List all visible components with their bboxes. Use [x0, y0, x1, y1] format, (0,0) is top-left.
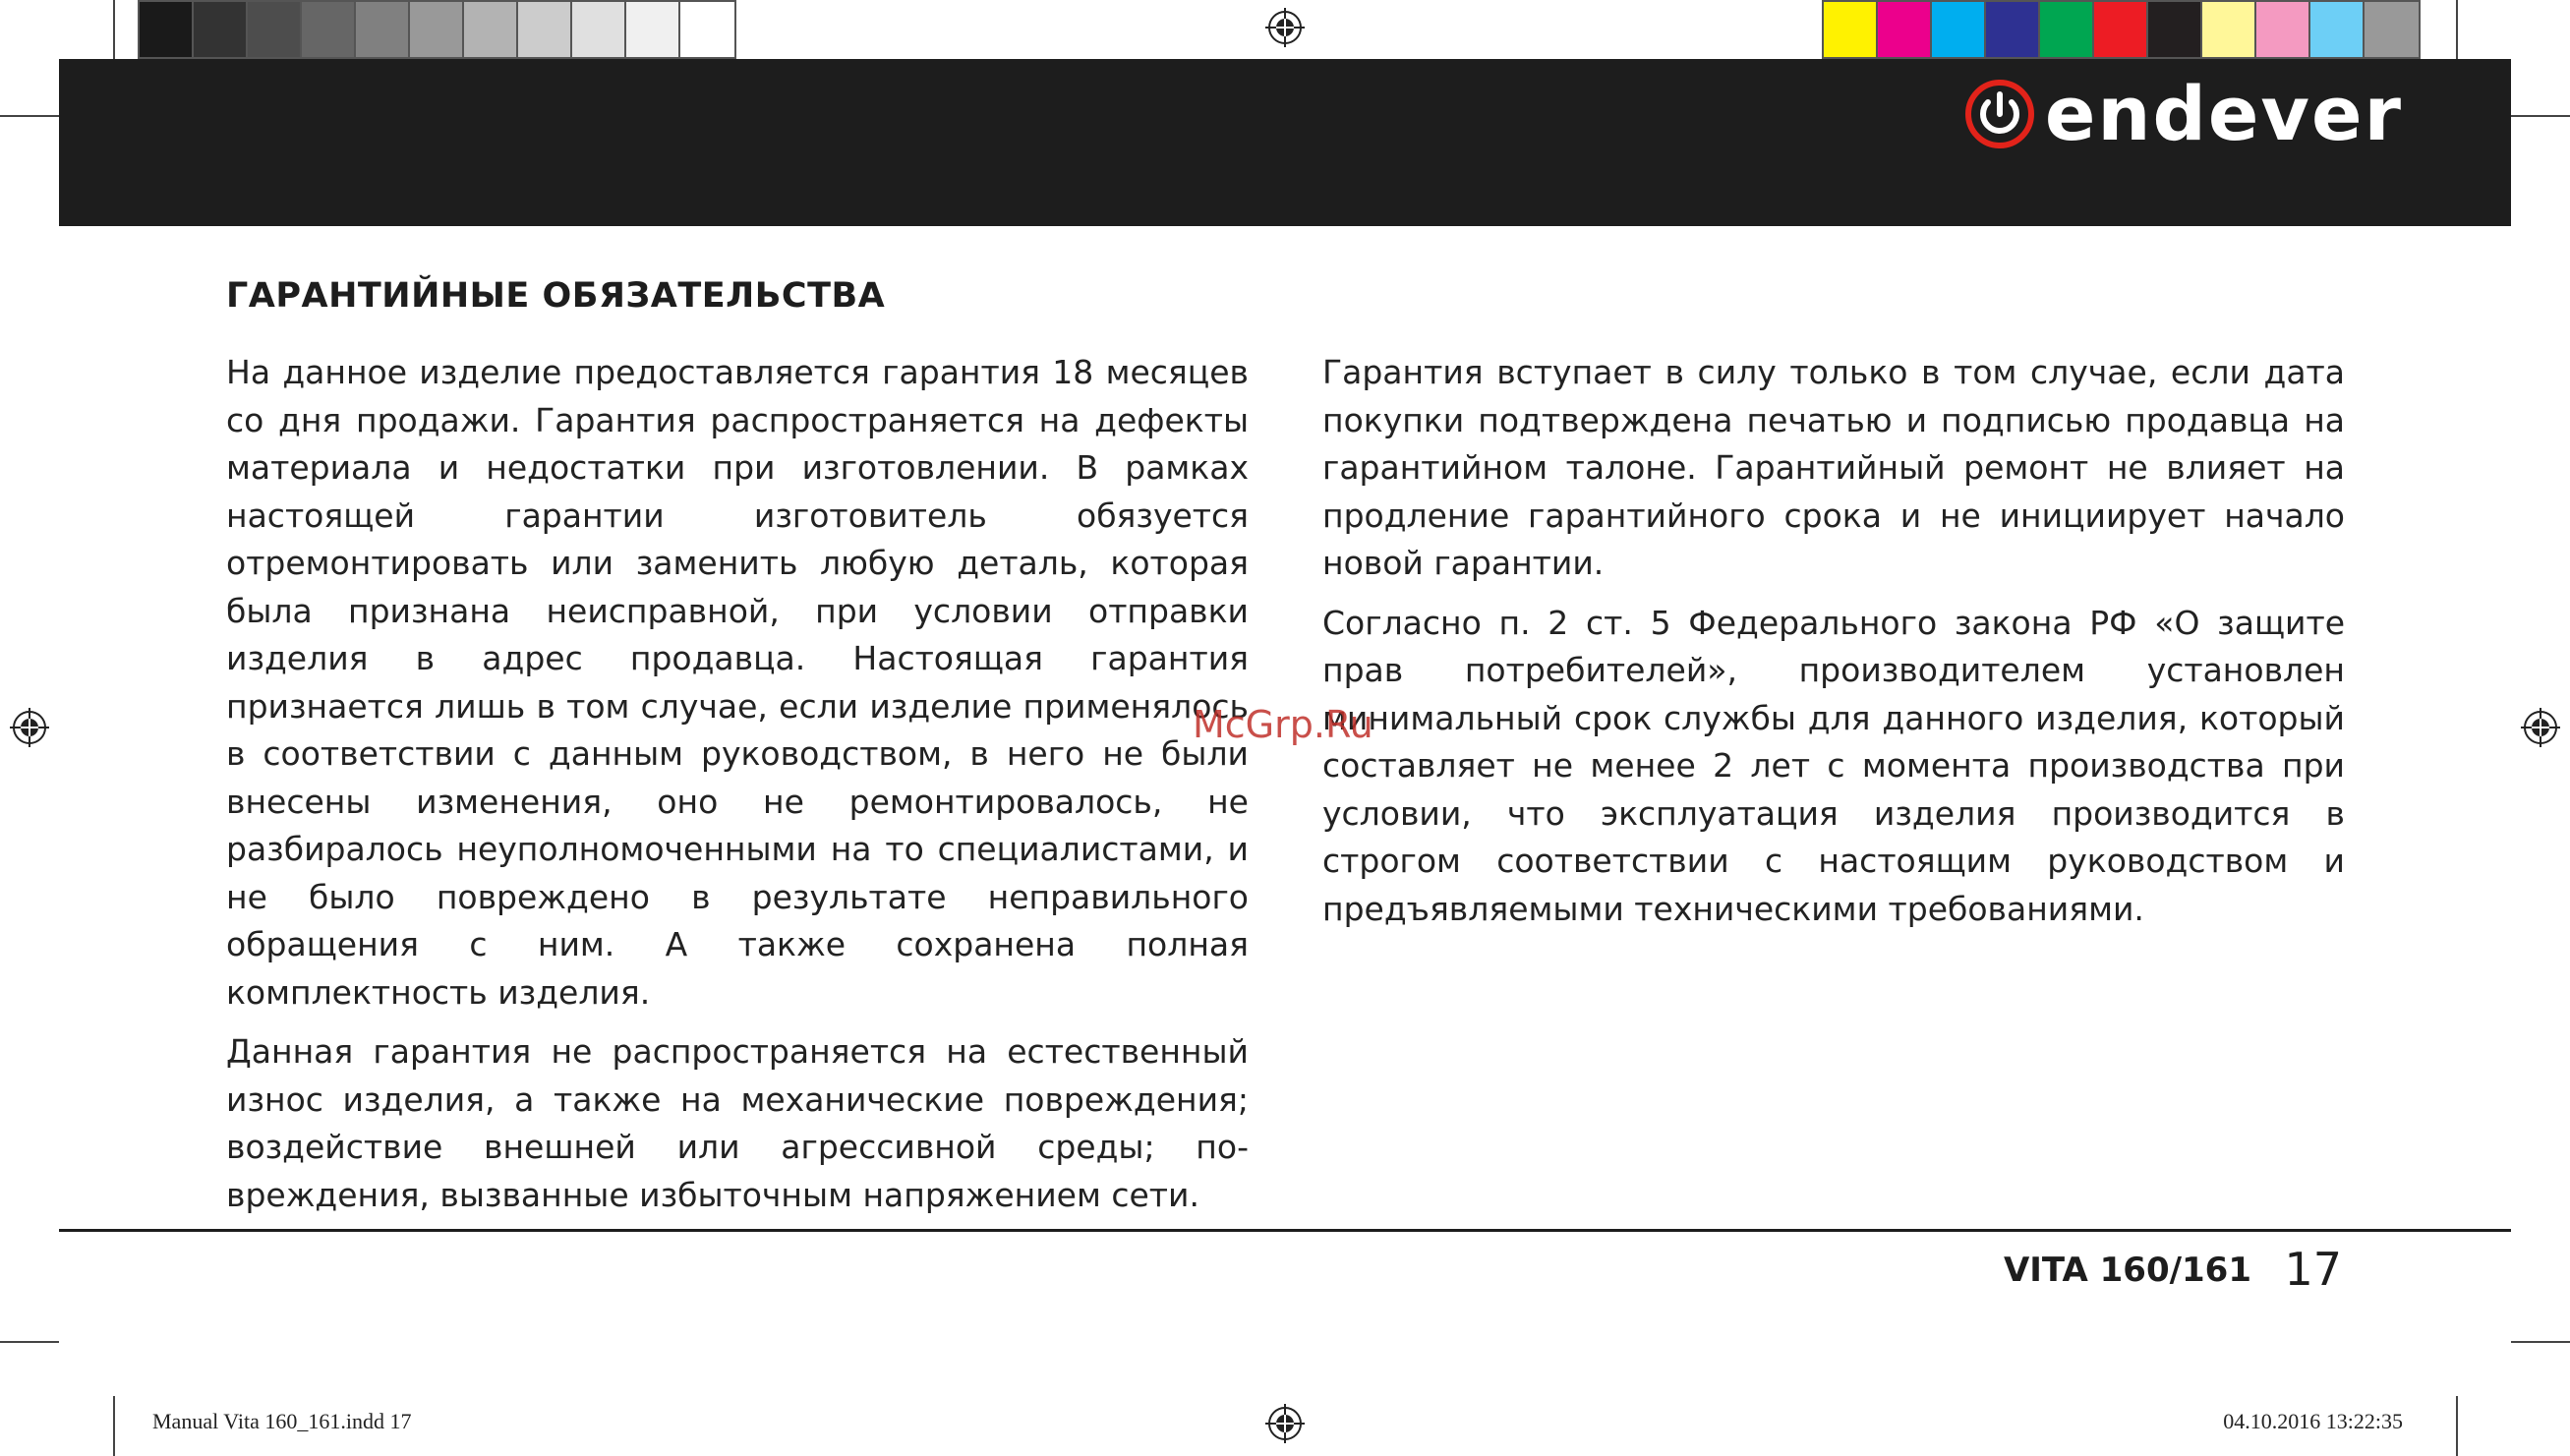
color-swatch — [1932, 2, 1986, 57]
page-title: ГАРАНТИЙНЫЕ ОБЯЗАТЕЛЬСТВА — [226, 276, 886, 316]
color-swatch — [2148, 2, 2202, 57]
color-swatch — [194, 2, 248, 57]
gray-swatch-bar — [138, 0, 736, 59]
brand-wordmark: endever — [2044, 70, 2403, 157]
color-swatch — [140, 2, 194, 57]
right-column — [1322, 349, 2345, 945]
page-number: 17 — [2284, 1243, 2342, 1296]
footer-rule — [59, 1229, 2511, 1232]
paragraph: На данное изделие предоставляется гарантия 18 месяцев со дня продажи. Гарантия распространяется на дефекты материала и недостатки при изготовлении. В рамках настоящей гарантии изготовитель обязуется отремонтировать или заменить любую деталь, которая была признана неисправной, при условии отправки изделия в адрес продавца. Настоящая гарантия признается лишь в том случае, если изделие применялось в соответствии с данным руководством, в него не были внесены изменения, оно не ремонтировалось, не разбиралось неуполномоченными на то специалистами, и не было повреждено в результате неправильного обращения с ним. А также сохранена полная комплектность изделия. — [226, 353, 1249, 1012]
color-swatch — [2365, 2, 2419, 57]
color-swatch — [1986, 2, 2040, 57]
watermark: McGrp.Ru — [1193, 703, 1373, 746]
registration-mark-icon — [1265, 1404, 1305, 1443]
color-swatch — [302, 2, 356, 57]
color-swatch — [356, 2, 410, 57]
color-swatch — [2094, 2, 2148, 57]
color-swatch-bar — [1822, 0, 2421, 59]
registration-mark-icon — [10, 708, 49, 747]
crop-mark — [0, 115, 59, 117]
color-swatch — [626, 2, 680, 57]
paragraph: Согласно п. 2 ст. 5 Федерального закона РФ «О защите прав потребителей», производителем установлен минимальный срок службы для данного изделия, который составляет не менее 2 лет с момента производства при условии, что эксплуатация изделия производится в строгом соответствии с настоящим руководством и предъявляемыми техническими требованиями. — [1322, 603, 2345, 928]
color-swatch — [464, 2, 518, 57]
crop-mark — [2511, 115, 2570, 117]
crop-mark — [113, 1396, 115, 1456]
paragraph: Данная гарантия не распространяется на естественный износ изделия, а также на механические повреждения; воздействие внешней или агрессивной среды; повреждения, вызванные избыточным напряжением сети. — [226, 1032, 1249, 1214]
color-swatch — [2310, 2, 2365, 57]
color-swatch — [1878, 2, 1932, 57]
paragraph: Гарантия вступает в силу только в том случае, если дата покупки подтверждена печатью и подписью продавца на гарантийном талоне. Гарантийный ремонт не влияет на продление гарантийного срока и не инициирует начало новой гарантии. — [1322, 353, 2345, 582]
color-swatch — [2202, 2, 2256, 57]
crop-mark — [2456, 0, 2458, 59]
color-swatch — [2040, 2, 2094, 57]
left-column — [226, 349, 1249, 1231]
crop-mark — [113, 0, 115, 59]
color-swatch — [2256, 2, 2310, 57]
color-swatch — [572, 2, 626, 57]
slug-filename: Manual Vita 160_161.indd 17 — [152, 1409, 412, 1433]
crop-mark — [2456, 1396, 2458, 1456]
color-swatch — [680, 2, 734, 57]
crop-mark — [0, 1341, 59, 1343]
registration-mark-icon — [2521, 708, 2560, 747]
color-swatch — [248, 2, 302, 57]
power-icon — [1964, 79, 2035, 149]
color-swatch — [518, 2, 572, 57]
slug-timestamp: 04.10.2016 13:22:35 — [2223, 1409, 2403, 1433]
color-swatch — [410, 2, 464, 57]
crop-mark — [2511, 1341, 2570, 1343]
registration-mark-icon — [1265, 8, 1305, 47]
color-swatch — [1824, 2, 1878, 57]
brand-logo — [1964, 70, 2403, 157]
model-name: VITA 160/161 — [2003, 1251, 2251, 1290]
